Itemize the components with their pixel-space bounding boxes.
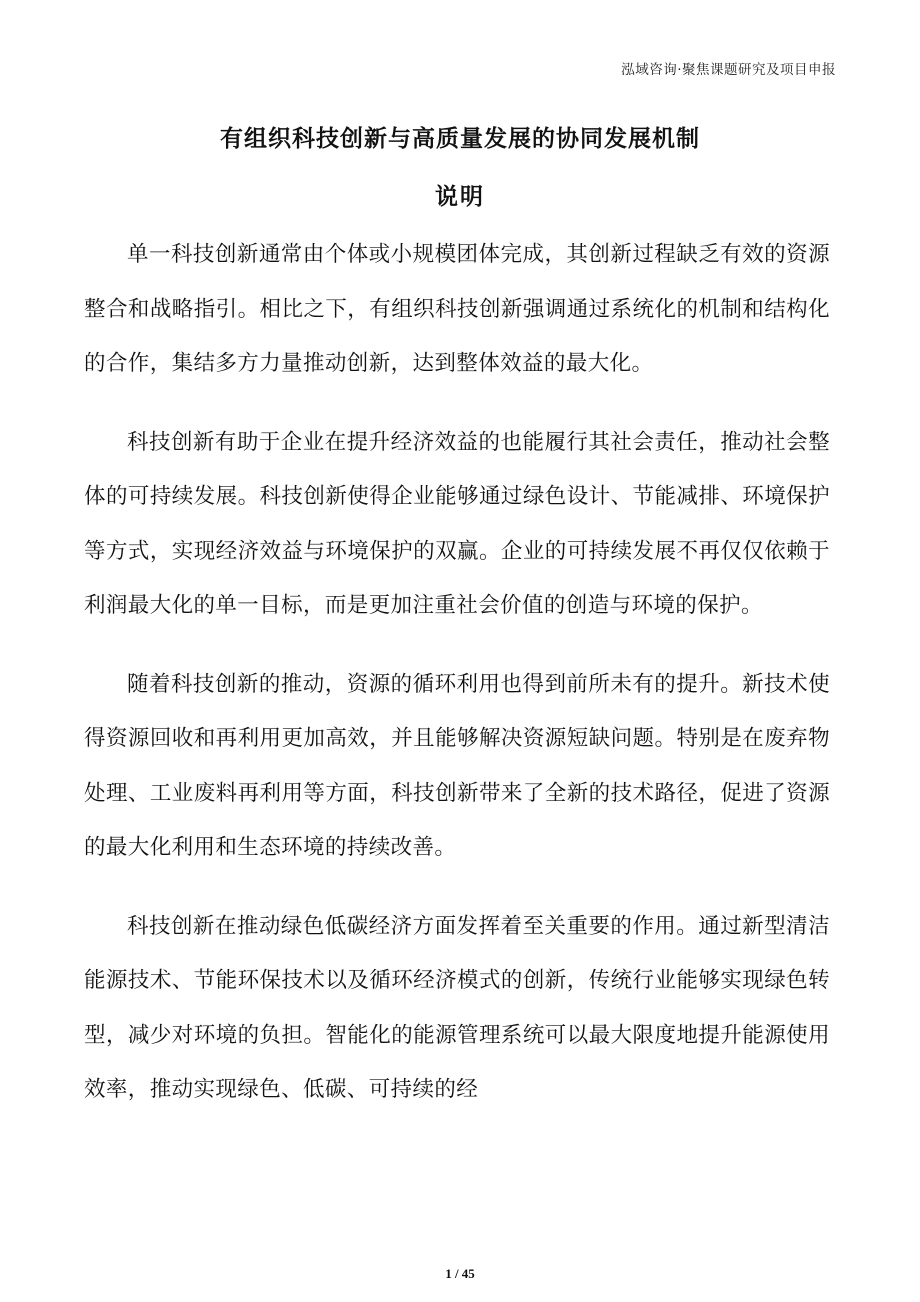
- page-number: 1 / 45: [445, 1266, 475, 1281]
- paragraph: 单一科技创新通常由个体或小规模团体完成，其创新过程缺乏有效的资源整合和战略指引。相比之下，有组织科技创新强调通过系统化的机制和结构化的合作，集结多方力量推动创新，达到整体效益的最大化。: [84, 242, 830, 376]
- document-title: 有组织科技创新与高质量发展的协同发展机制: [220, 126, 700, 152]
- paragraph: 随着科技创新的推动，资源的循环利用也得到前所未有的提升。新技术使得资源回收和再利用更加高效，并且能够解决资源短缺问题。特别是在废弃物处理、工业废料再利用等方面，科技创新带来了全新的技术路径，促进了资源的最大化利用和生态环境的持续改善。: [84, 671, 830, 860]
- document-subtitle: 说明: [435, 184, 485, 210]
- paragraph: 科技创新有助于企业在提升经济效益的也能履行其社会责任，推动社会整体的可持续发展。科技创新使得企业能够通过绿色设计、节能减排、环境保护等方式，实现经济效益与环境保护的双赢。企业的可持续发展不再仅仅依赖于利润最大化的单一目标，而是更加注重社会价值的创造与环境的保护。: [84, 429, 830, 618]
- page-header: 泓域咨询·聚焦课题研究及项目申报: [621, 62, 836, 78]
- paragraph: 科技创新在推动绿色低碳经济方面发挥着至关重要的作用。通过新型清洁能源技术、节能环保技术以及循环经济模式的创新，传统行业能够实现绿色转型，减少对环境的负担。智能化的能源管理系统可以最大限度地提升能源使用效率，推动实现绿色、低碳、可持续的经: [84, 913, 830, 1102]
- document-body: [84, 228, 830, 1142]
